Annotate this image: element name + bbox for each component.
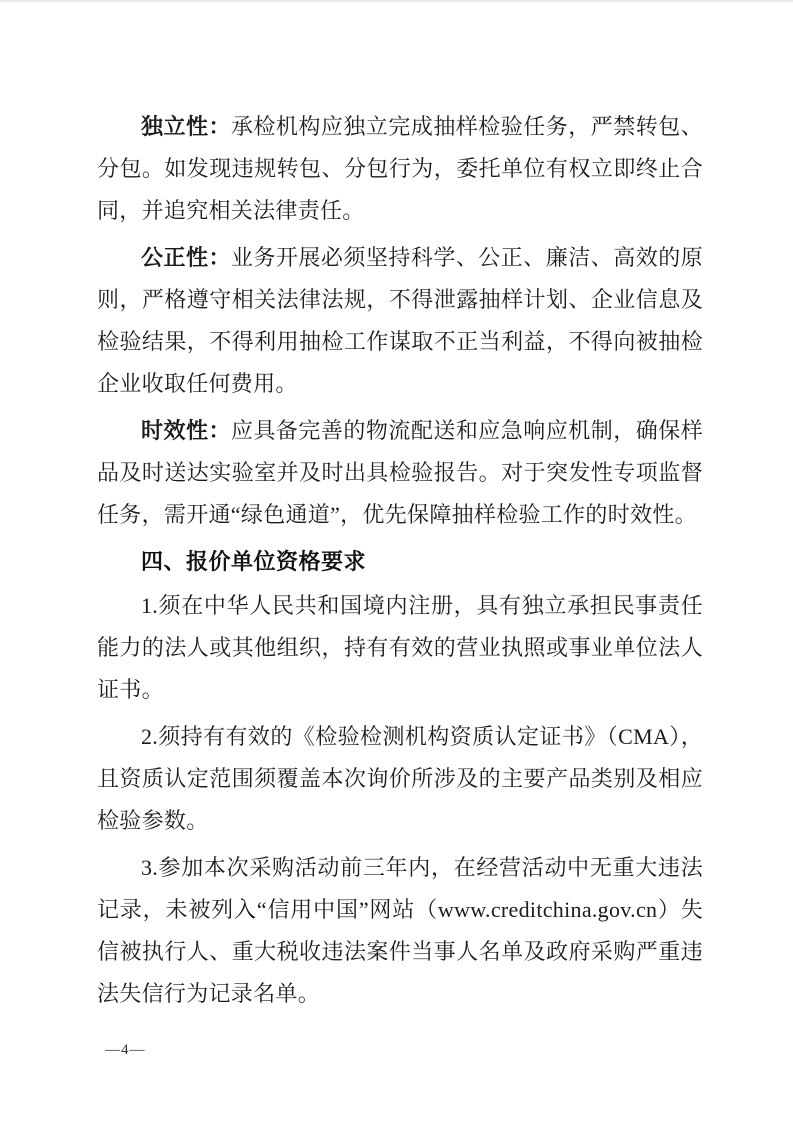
qualification-item-2: 2.须持有有效的《检验检测机构资质认定证书》（CMA），且资质认定范围须覆盖本次询价所涉及的主要产品类别及相应检验参数。 <box>97 724 703 833</box>
qualification-item-3: 3.参加本次采购活动前三年内，在经营活动中无重大违法记录，未被列入“信用中国”网站（www.creditchina.gov.cn）失信被执行人、重大税收违法案件当事人名单及政府采购严重违法失信行为记录名单。 <box>97 855 703 1006</box>
paragraph-independence-lead: 独立性： <box>141 114 231 139</box>
paragraph-timeliness <box>97 410 703 536</box>
paragraph-independence-text: 承检机构应独立完成抽样检验任务，严禁转包、分包。如发现违规转包、分包行为，委托单位有权立即终止合同，并追究相关法律责任。 <box>97 114 703 223</box>
section-heading-qualification-requirements: 四、报价单位资格要求 <box>141 549 367 574</box>
paragraph-impartiality-text: 业务开展必须坚持科学、公正、廉洁、高效的原则，严格遵守相关法律法规，不得泄露抽样计划、企业信息及检验结果，不得利用抽检工作谋取不正当利益，不得向被抽检企业收取任何费用。 <box>97 245 703 396</box>
paragraph-impartiality-lead: 公正性： <box>141 245 231 270</box>
paragraph-timeliness-text: 应具备完善的物流配送和应急响应机制，确保样品及时送达实验室并及时出具检验报告。对于突发性专项监督任务，需开通“绿色通道”，优先保障抽样检验工作的时效性。 <box>97 418 703 527</box>
paragraph-impartiality <box>97 237 703 405</box>
page-number: —4— <box>105 1042 146 1058</box>
paragraph-independence <box>97 106 703 232</box>
qualification-item-1: 1.须在中华人民共和国境内注册，具有独立承担民事责任能力的法人或其他组织，持有有效的营业执照或事业单位法人证书。 <box>97 593 703 702</box>
document-body <box>97 106 703 1020</box>
paragraph-timeliness-lead: 时效性： <box>141 418 231 443</box>
